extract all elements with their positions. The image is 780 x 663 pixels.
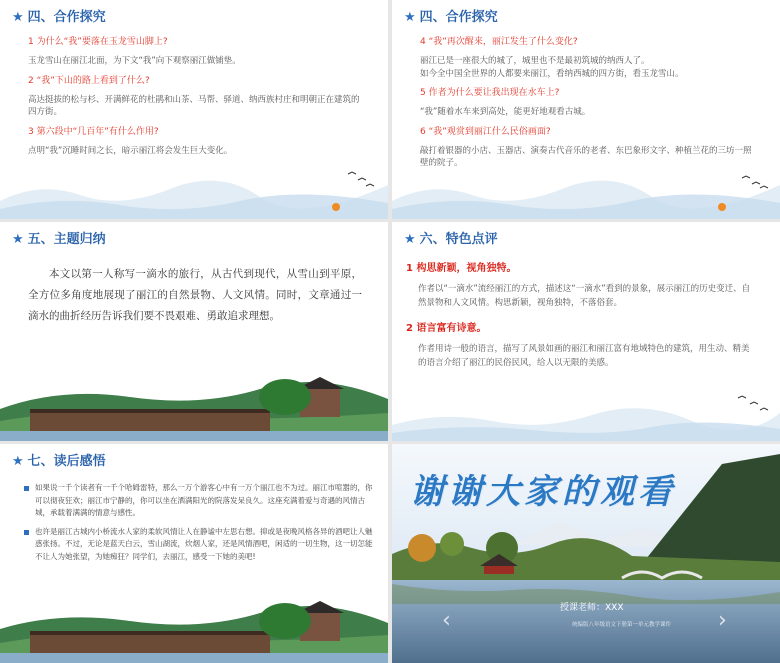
- feature-2-title: 2 语言富有诗意。: [406, 323, 487, 334]
- speaker-label: 授课老师：XXX: [560, 603, 624, 613]
- bullet-list: [24, 482, 374, 569]
- answer-3: 点明“我”沉睡时间之长，暗示丽江将会发生巨大变化。: [28, 145, 233, 156]
- question-3: 3 第六段中“几百年”有什么作用?: [28, 126, 159, 137]
- slide-theme-summary[interactable]: [0, 222, 388, 441]
- section-header: [12, 10, 106, 26]
- birds-icon: [346, 168, 376, 188]
- question-4: 4 “我”再次醒来，丽江发生了什么变化?: [420, 37, 578, 47]
- feature-1-title: 1 构思新颖，视角独特。: [406, 263, 517, 274]
- thank-you-title: 谢谢大家的观看: [410, 472, 676, 512]
- ink-mountain-decoration: [392, 161, 780, 219]
- star-icon: ★: [12, 454, 24, 469]
- bullet-square-icon: [24, 486, 29, 491]
- slide-feature-review[interactable]: [392, 222, 780, 441]
- section-title: 六、特色点评: [419, 232, 498, 247]
- answer-5: “我”随着水车来到高处，能更好地观看古城。: [420, 107, 591, 117]
- bullet-item: [24, 526, 374, 564]
- section-title: 七、读后感悟: [27, 454, 106, 469]
- section-header: [12, 454, 106, 470]
- star-icon: ★: [12, 232, 24, 247]
- answer-1: 玉龙雪山在丽江北面，为下文“我”向下观察丽江做铺垫。: [28, 56, 241, 66]
- slide-reflections[interactable]: [0, 444, 388, 663]
- section-title: 四、合作探究: [419, 10, 498, 25]
- section-header: [404, 10, 498, 26]
- course-caption: 统编版八年级语文下册第一单元教学课件: [572, 622, 672, 628]
- feature-2-text: 作者用诗一般的语言，描写了风景如画的丽江和丽江富有地域特色的建筑，用生动、精美的语言介绍了丽江的民俗民风，给人以无限的美感。: [418, 344, 750, 368]
- birds-icon: [736, 392, 772, 414]
- feature-1-text: 作者以“一滴水”流经丽江的方式，描述这“一滴水”看到的景象，展示丽江的历史变迁、自然景物和人文风情。构思新颖，视角独特，不落俗套。: [418, 284, 751, 308]
- question-5: 5 作者为什么要让我出现在水车上?: [420, 88, 560, 98]
- ancient-town-image: [0, 599, 388, 663]
- qa-list: [420, 36, 756, 177]
- slide-cooperative-inquiry-1[interactable]: [0, 0, 388, 219]
- summary-text: 本文以第一人称写一滴水的旅行，从古代到现代，从雪山到平原，全方位多角度地展现了丽江的自然景物、人文风情。同时，文章通过一滴水的曲折经历告诉我们要不畏艰难、勇敢追求理想。: [28, 268, 362, 322]
- bullet-square-icon: [24, 530, 29, 535]
- answer-4: 丽江已是一座很大的城了，城里也不是最初筑城的纳西人了。 如今全中国全世界的人都要来丽江，看纳西城的四方街，看玉龙雪山。: [420, 56, 684, 79]
- ink-mountain-decoration: [392, 383, 780, 441]
- question-6: 6 “我”观赏到丽江什么民俗画面?: [420, 126, 551, 137]
- section-header: [404, 232, 498, 248]
- chevron-left-icon[interactable]: ‹: [442, 608, 451, 633]
- star-icon: ★: [404, 232, 416, 247]
- bullet-item: [24, 482, 374, 520]
- feature-list: [406, 262, 756, 382]
- slide-thank-you[interactable]: [392, 444, 780, 663]
- star-icon: ★: [12, 10, 24, 25]
- question-2: 2 “我”下山的路上看到了什么?: [28, 75, 150, 86]
- qa-list: [28, 36, 364, 164]
- answer-2: 高达挺拔的松与杉、开满鲜花的杜鹃和山茶、马帮、驿道、纳西族村庄和明朝正在建筑的四方街。: [28, 94, 360, 117]
- ink-mountain-decoration: [0, 161, 388, 219]
- question-1: 1 为什么“我”要落在玉龙雪山脚上?: [28, 37, 168, 47]
- bullet-text-1: 如果说一千个读者有一千个哈姆雷特，那么一万个游客心中有一万个丽江也不为过。丽江市喧嚣的，你可以彻夜狂欢；丽江市宁静的，你可以坐在洒满阳光的院落发呆良久。这座充满着爱与奇遇的风情古城，承载着满满的情意与感性。: [35, 483, 373, 517]
- section-title: 五、主题归纳: [27, 232, 106, 247]
- chevron-right-icon[interactable]: ›: [718, 608, 727, 633]
- ancient-town-image: [0, 369, 388, 441]
- star-icon: ★: [404, 10, 416, 25]
- birds-icon: [740, 172, 770, 192]
- answer-6: 敲打着银器的小店、玉器店、演奏古代音乐的老者、东巴象形文字、种植兰花的三坊一照壁的院子。: [420, 145, 752, 168]
- bullet-text-2: 也许是丽江古城内小桥流水人家的柔软风情让人在静谧中左思右想。抑或是夜晚风格各异的酒吧让人魅惑张扬。不过，无论是蓝天白云，雪山湖流，炊烟人家，还是风情酒吧，闲适的一切生物，这一切怎能不让人为她张望，为她痴狂？同学们，去丽江，感受一下她的美吧!: [35, 526, 373, 561]
- slide-cooperative-inquiry-2[interactable]: [392, 0, 780, 219]
- section-header: [12, 232, 106, 248]
- section-title: 四、合作探究: [27, 10, 106, 25]
